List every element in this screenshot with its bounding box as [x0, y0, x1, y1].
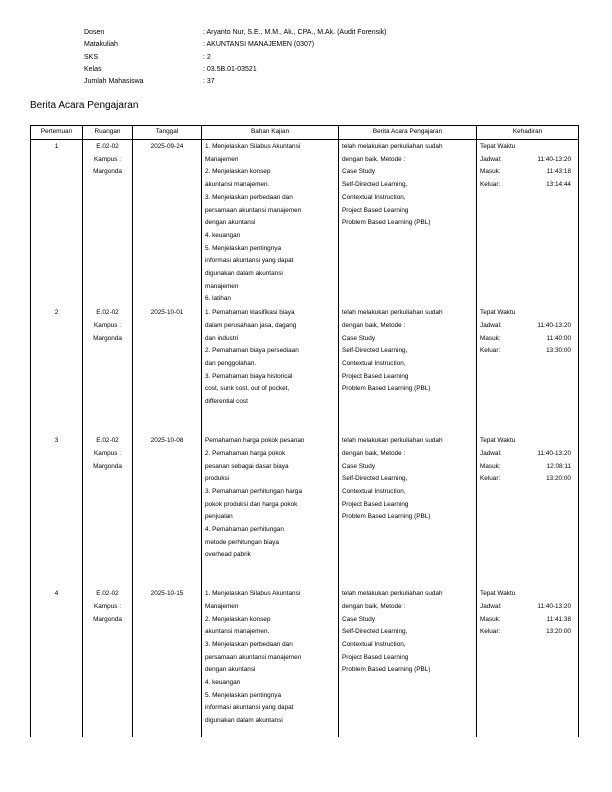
attendance-keluar [480, 626, 575, 639]
ruangan-line: Margonda [93, 168, 122, 176]
bahan-line: 4. Pemahaman perhitungan [205, 526, 284, 534]
attendance-label: Jadwal: [480, 155, 502, 163]
info-label: Jumlah Mahasiswa [84, 78, 144, 86]
attendance-label: Jadwal: [480, 449, 502, 457]
bahan-line: manajemen [205, 282, 239, 290]
ruangan-line: E.02-02 [96, 309, 119, 317]
attendance-label: Keluar: [480, 475, 501, 483]
ruangan-line: Margonda [93, 334, 122, 342]
cell-tanggal: 2025-09-24 [133, 140, 202, 307]
berita-line: Problem Based Learning (PBL) [342, 666, 431, 674]
info-row-dosen [84, 27, 386, 39]
ruangan-line: Kampus : [94, 321, 121, 329]
berita-line: Self-Directed Learning, [342, 347, 408, 355]
bahan-line: Manajemen [205, 602, 239, 610]
attendance-status: Tepat Waktu [480, 309, 516, 317]
bahan-line: penjualan [205, 513, 233, 521]
info-label: Kelas [84, 65, 102, 73]
cell-tanggal: 2025-10-08 [133, 434, 202, 587]
bahan-line: differential cost [205, 398, 248, 406]
bahan-line: 1. Menjelaskan Silabus Akuntansi [205, 143, 301, 150]
berita-line: Problem Based Learning (PBL) [342, 219, 431, 227]
attendance-value: 13:14:44 [546, 181, 571, 189]
berita-line: Project Based Learning [342, 372, 409, 380]
bahan-line: digunakan dalam akuntansi [205, 270, 283, 278]
info-row-kelas [84, 64, 386, 76]
attendance-value: 13:20:00 [546, 628, 571, 636]
bahan-line: persamaan akuntansi manajemen [205, 653, 302, 661]
bahan-line: dengan akuntansi [205, 219, 256, 227]
attendance-value: 11:41:38 [546, 615, 571, 623]
berita-line: telah melakukan perkuliahan sudah [342, 309, 443, 317]
ruangan-line: E.02-02 [96, 590, 119, 598]
bahan-line: 5. Menjelaskan pentingnya [205, 691, 282, 699]
attendance-masuk [480, 614, 575, 627]
column-header-tanggal: Tanggal [133, 126, 202, 140]
attendance-value: 12:08:11 [546, 462, 571, 470]
berita-line: Project Based Learning [342, 206, 409, 214]
berita-line: dengan baik, Metode : [342, 602, 406, 610]
column-header-bahan: Bahan Kajian [202, 126, 339, 140]
attendance-masuk [480, 333, 575, 346]
bahan-line: 2. Pemahaman harga pokok [205, 449, 286, 457]
attendance-jadwal [480, 448, 575, 461]
attendance-keluar [480, 345, 575, 358]
info-row-matakuliah [84, 39, 386, 51]
attendance-value: 13:30:00 [546, 347, 571, 355]
attendance-jadwal [480, 154, 575, 167]
attendance-masuk [480, 461, 575, 474]
berita-line: Case Study [342, 168, 376, 176]
bahan-line: informasi akuntansi yang dapat [205, 704, 294, 712]
ruangan-line: Kampus : [94, 602, 121, 610]
cell-bahan-kajian [202, 306, 339, 434]
cell-pertemuan: 3 [31, 434, 83, 587]
berita-line: telah melakukan perkuliahan sudah [342, 590, 443, 598]
cell-bahan-kajian [202, 587, 339, 737]
ruangan-line: E.02-02 [96, 437, 119, 445]
ruangan-line: Kampus : [94, 155, 121, 163]
berita-line: dengan baik, Metode : [342, 155, 406, 163]
attendance-status: Tepat Waktu [480, 437, 516, 445]
bahan-line: persamaan akuntansi manajemen [205, 206, 302, 214]
bahan-line: 3. Menjelaskan perbedaan dan [205, 640, 293, 648]
info-value: : 37 [203, 78, 215, 86]
attendance-value: 13:20:00 [546, 475, 571, 483]
attendance-value: 11:40-13:20 [537, 155, 571, 163]
bahan-line: akuntansi manajemen. [205, 628, 270, 636]
attendance-label: Masuk: [480, 615, 501, 623]
bahan-line: dan industri [205, 334, 239, 342]
cell-berita-acara [339, 434, 477, 587]
cell-kehadiran [477, 140, 579, 307]
cell-tanggal: 2025-10-15 [133, 587, 202, 737]
berita-line: Problem Based Learning (PBL) [342, 513, 431, 521]
berita-line: Self-Directed Learning, [342, 181, 408, 189]
berita-line: Contextual Instruction, [342, 487, 406, 495]
cell-kehadiran [477, 587, 579, 737]
info-value: : AKUNTANSI MANAJEMEN (0307) [203, 41, 315, 49]
bahan-line: 3. Pemahaman perhitungan harga [205, 487, 302, 495]
berita-line: telah melakukan perkuliahan sudah [342, 143, 443, 150]
berita-line: Contextual Instruction, [342, 359, 406, 367]
bahan-line: 2. Menjelaskan konsep [205, 168, 271, 176]
column-header-berita: Berita Acara Pengajaran [339, 126, 477, 140]
attendance-keluar [480, 473, 575, 486]
bahan-line: pesanan sebagai dasar biaya [205, 462, 289, 470]
attendance-status: Tepat Waktu [480, 143, 516, 150]
info-value: : 03.5B.01-03521 [203, 65, 257, 73]
bahan-line: metode perhitungan biaya [205, 538, 279, 546]
ruangan-line: Margonda [93, 615, 122, 623]
bahan-line: 3. Pemahaman biaya historical [205, 372, 293, 380]
berita-line: Self-Directed Learning, [342, 475, 408, 483]
bahan-line: 4. keuangan [205, 231, 241, 239]
bahan-line: Pemahaman harga pokok pesanan [205, 437, 305, 445]
cell-bahan-kajian [202, 434, 339, 587]
berita-line: dengan baik, Metode : [342, 449, 406, 457]
cell-ruangan [83, 140, 133, 307]
cell-pertemuan: 4 [31, 587, 83, 737]
attendance-value: 11:43:18 [546, 168, 571, 176]
attendance-value: 11:40-13:20 [537, 602, 571, 610]
bahan-line: 2. Pemahaman biaya persediaan [205, 347, 299, 355]
berita-line: Problem Based Learning (PBL) [342, 385, 431, 393]
ruangan-line: E.02-02 [96, 143, 119, 150]
info-label: Dosen [84, 29, 105, 36]
bahan-line: 3. Menjelaskan perbedaan dan [205, 193, 293, 201]
bahan-line: 2. Menjelaskan konsep [205, 615, 271, 623]
attendance-label: Masuk: [480, 334, 501, 342]
cell-pertemuan: 1 [31, 140, 83, 307]
column-header-kehadiran: Kehadiran [477, 126, 579, 140]
bahan-line: akuntansi manajemen. [205, 181, 270, 189]
table-row [31, 434, 579, 587]
course-info [84, 27, 386, 88]
attendance-label: Jadwal: [480, 321, 502, 329]
teaching-record-table [30, 125, 579, 737]
info-value: : Aryanto Nur, S.E., M.M., Ak., CPA., M.Ak. (Audit Forensik) [203, 29, 387, 36]
attendance-label: Masuk: [480, 168, 501, 176]
berita-line: Project Based Learning [342, 500, 409, 508]
table-row [31, 140, 579, 307]
bahan-line: 1. Menjelaskan Silabus Akuntansi [205, 590, 301, 598]
cell-tanggal: 2025-10-01 [133, 306, 202, 434]
attendance-keluar [480, 179, 575, 192]
bahan-line: cost, sunk cost, out of pocket, [205, 385, 290, 393]
bahan-line: 6. latihan [205, 295, 231, 303]
cell-berita-acara [339, 140, 477, 307]
attendance-jadwal [480, 601, 575, 614]
bahan-line: pokok produksi dan harga pokok [205, 500, 298, 508]
info-row-jumlah [84, 76, 386, 88]
bahan-line: digunakan dalam akuntansi [205, 717, 283, 725]
berita-line: telah melakukan perkuliahan sudah [342, 437, 443, 445]
table-row [31, 587, 579, 737]
column-header-pertemuan: Pertemuan [31, 126, 83, 140]
berita-line: Project Based Learning [342, 653, 409, 661]
table-row [31, 306, 579, 434]
attendance-label: Keluar: [480, 181, 501, 189]
bahan-line: informasi akuntansi yang dapat [205, 257, 294, 265]
cell-berita-acara [339, 587, 477, 737]
bahan-line: 5. Menjelaskan pentingnya [205, 244, 282, 252]
cell-pertemuan: 2 [31, 306, 83, 434]
column-header-ruangan: Ruangan [83, 126, 133, 140]
attendance-value: 11:40-13:20 [537, 321, 571, 329]
berita-line: Case Study [342, 462, 376, 470]
cell-ruangan [83, 434, 133, 587]
attendance-label: Keluar: [480, 628, 501, 636]
section-title: Berita Acara Pengajaran [30, 100, 139, 111]
cell-bahan-kajian [202, 140, 339, 307]
attendance-label: Masuk: [480, 462, 501, 470]
attendance-label: Jadwal: [480, 602, 502, 610]
bahan-line: dengan akuntansi [205, 666, 256, 674]
attendance-value: 11:40:00 [546, 334, 571, 342]
cell-kehadiran [477, 306, 579, 434]
berita-line: dengan baik, Metode : [342, 321, 406, 329]
info-row-sks [84, 52, 386, 64]
cell-kehadiran [477, 434, 579, 587]
bahan-line: overhead pabrik [205, 551, 251, 559]
attendance-label: Keluar: [480, 347, 501, 355]
attendance-masuk [480, 166, 575, 179]
berita-line: Contextual Instruction, [342, 193, 406, 201]
bahan-line: dalam perusahaan jasa, dagang [205, 321, 297, 329]
berita-line: Contextual Instruction, [342, 640, 406, 648]
berita-line: Case Study [342, 334, 376, 342]
bahan-line: dan penggolahan. [205, 359, 257, 367]
attendance-value: 11:40-13:20 [537, 449, 571, 457]
table-header-row [31, 126, 579, 140]
cell-berita-acara [339, 306, 477, 434]
info-value: : 2 [203, 53, 211, 61]
bahan-line: Manajemen [205, 155, 239, 163]
cell-ruangan [83, 306, 133, 434]
berita-line: Self-Directed Learning, [342, 628, 408, 636]
bahan-line: 4. keuangan [205, 679, 241, 687]
info-label: SKS [84, 53, 99, 61]
attendance-status: Tepat Waktu [480, 590, 516, 598]
bahan-line: produksi [205, 475, 230, 483]
attendance-jadwal [480, 320, 575, 333]
berita-line: Case Study [342, 615, 376, 623]
bahan-line: 1. Pemahaman klasifikasi biaya [205, 309, 295, 317]
ruangan-line: Kampus : [94, 449, 121, 457]
ruangan-line: Margonda [93, 462, 122, 470]
info-label: Matakuliah [84, 41, 118, 49]
cell-ruangan [83, 587, 133, 737]
